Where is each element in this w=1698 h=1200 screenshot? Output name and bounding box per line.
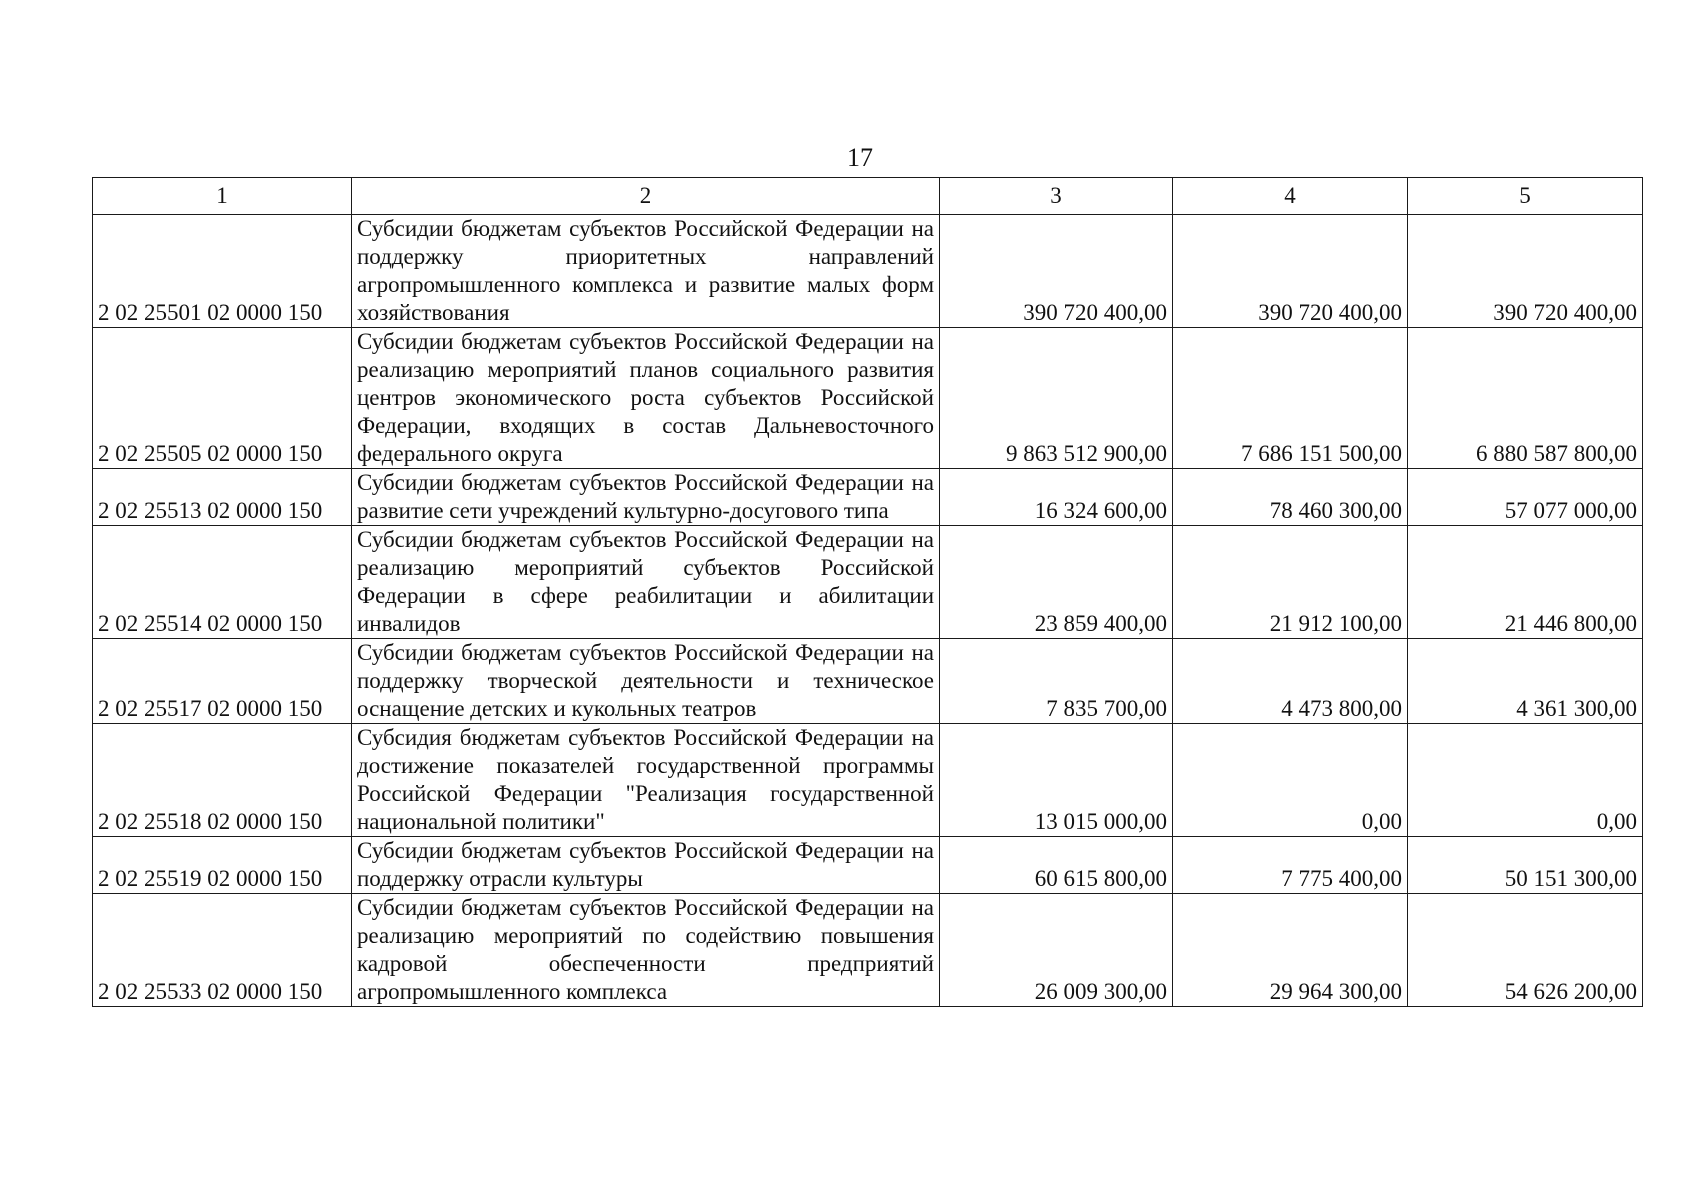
description: Субсидии бюджетам субъектов Российской Федерации на поддержку приоритетных направлений агропромышленного комплекса и развитие малых форм хозяйствования [352, 215, 940, 328]
amount-col-5: 54 626 200,00 [1408, 894, 1643, 1007]
budget-code: 2 02 25519 02 0000 150 [93, 837, 352, 894]
table-header [93, 178, 1643, 215]
amount-col-3: 16 324 600,00 [940, 469, 1173, 526]
amount-col-4: 7 775 400,00 [1173, 837, 1408, 894]
table-row [93, 837, 1643, 894]
amount-col-4: 21 912 100,00 [1173, 526, 1408, 639]
table-row [93, 894, 1643, 1007]
amount-col-5: 390 720 400,00 [1408, 215, 1643, 328]
amount-col-3: 390 720 400,00 [940, 215, 1173, 328]
table-row [93, 469, 1643, 526]
budget-code: 2 02 25517 02 0000 150 [93, 639, 352, 724]
table-row [93, 639, 1643, 724]
description: Субсидии бюджетам субъектов Российской Федерации на реализацию мероприятий субъектов Российской Федерации в сфере реабилитации и абилитации инвалидов [352, 526, 940, 639]
budget-code: 2 02 25513 02 0000 150 [93, 469, 352, 526]
amount-col-3: 9 863 512 900,00 [940, 328, 1173, 469]
description: Субсидии бюджетам субъектов Российской Федерации на реализацию мероприятий планов социального развития центров экономического роста субъектов Российской Федерации, входящих в состав Дальневосточного федерального округа [352, 328, 940, 469]
amount-col-3: 7 835 700,00 [940, 639, 1173, 724]
budget-code: 2 02 25518 02 0000 150 [93, 724, 352, 837]
amount-col-4: 4 473 800,00 [1173, 639, 1408, 724]
amount-col-5: 4 361 300,00 [1408, 639, 1643, 724]
header-col-5: 5 [1408, 178, 1643, 215]
amount-col-4: 390 720 400,00 [1173, 215, 1408, 328]
amount-col-4: 7 686 151 500,00 [1173, 328, 1408, 469]
header-col-3: 3 [940, 178, 1173, 215]
budget-code: 2 02 25505 02 0000 150 [93, 328, 352, 469]
amount-col-5: 21 446 800,00 [1408, 526, 1643, 639]
amount-col-5: 57 077 000,00 [1408, 469, 1643, 526]
amount-col-5: 0,00 [1408, 724, 1643, 837]
amount-col-3: 26 009 300,00 [940, 894, 1173, 1007]
page-number: 17 [847, 143, 873, 172]
header-col-2: 2 [352, 178, 940, 215]
description: Субсидии бюджетам субъектов Российской Федерации на развитие сети учреждений культурно-досугового типа [352, 469, 940, 526]
header-row [93, 178, 1643, 215]
description: Субсидия бюджетам субъектов Российской Федерации на достижение показателей государственной программы Российской Федерации "Реализация государственной национальной политики" [352, 724, 940, 837]
table-row [93, 215, 1643, 328]
amount-col-5: 50 151 300,00 [1408, 837, 1643, 894]
budget-code: 2 02 25533 02 0000 150 [93, 894, 352, 1007]
amount-col-3: 23 859 400,00 [940, 526, 1173, 639]
amount-col-3: 13 015 000,00 [940, 724, 1173, 837]
description: Субсидии бюджетам субъектов Российской Федерации на поддержку отрасли культуры [352, 837, 940, 894]
table-body [93, 215, 1643, 1007]
amount-col-4: 29 964 300,00 [1173, 894, 1408, 1007]
amount-col-3: 60 615 800,00 [940, 837, 1173, 894]
table-row [93, 724, 1643, 837]
table-row [93, 526, 1643, 639]
description: Субсидии бюджетам субъектов Российской Федерации на поддержку творческой деятельности и техническое оснащение детских и кукольных театров [352, 639, 940, 724]
budget-code: 2 02 25514 02 0000 150 [93, 526, 352, 639]
header-col-1: 1 [93, 178, 352, 215]
amount-col-4: 78 460 300,00 [1173, 469, 1408, 526]
header-col-4: 4 [1173, 178, 1408, 215]
amount-col-5: 6 880 587 800,00 [1408, 328, 1643, 469]
description: Субсидии бюджетам субъектов Российской Федерации на реализацию мероприятий по содействию повышения кадровой обеспеченности предприятий агропромышленного комплекса [352, 894, 940, 1007]
budget-table [92, 177, 1643, 1007]
table-row [93, 328, 1643, 469]
budget-code: 2 02 25501 02 0000 150 [93, 215, 352, 328]
amount-col-4: 0,00 [1173, 724, 1408, 837]
